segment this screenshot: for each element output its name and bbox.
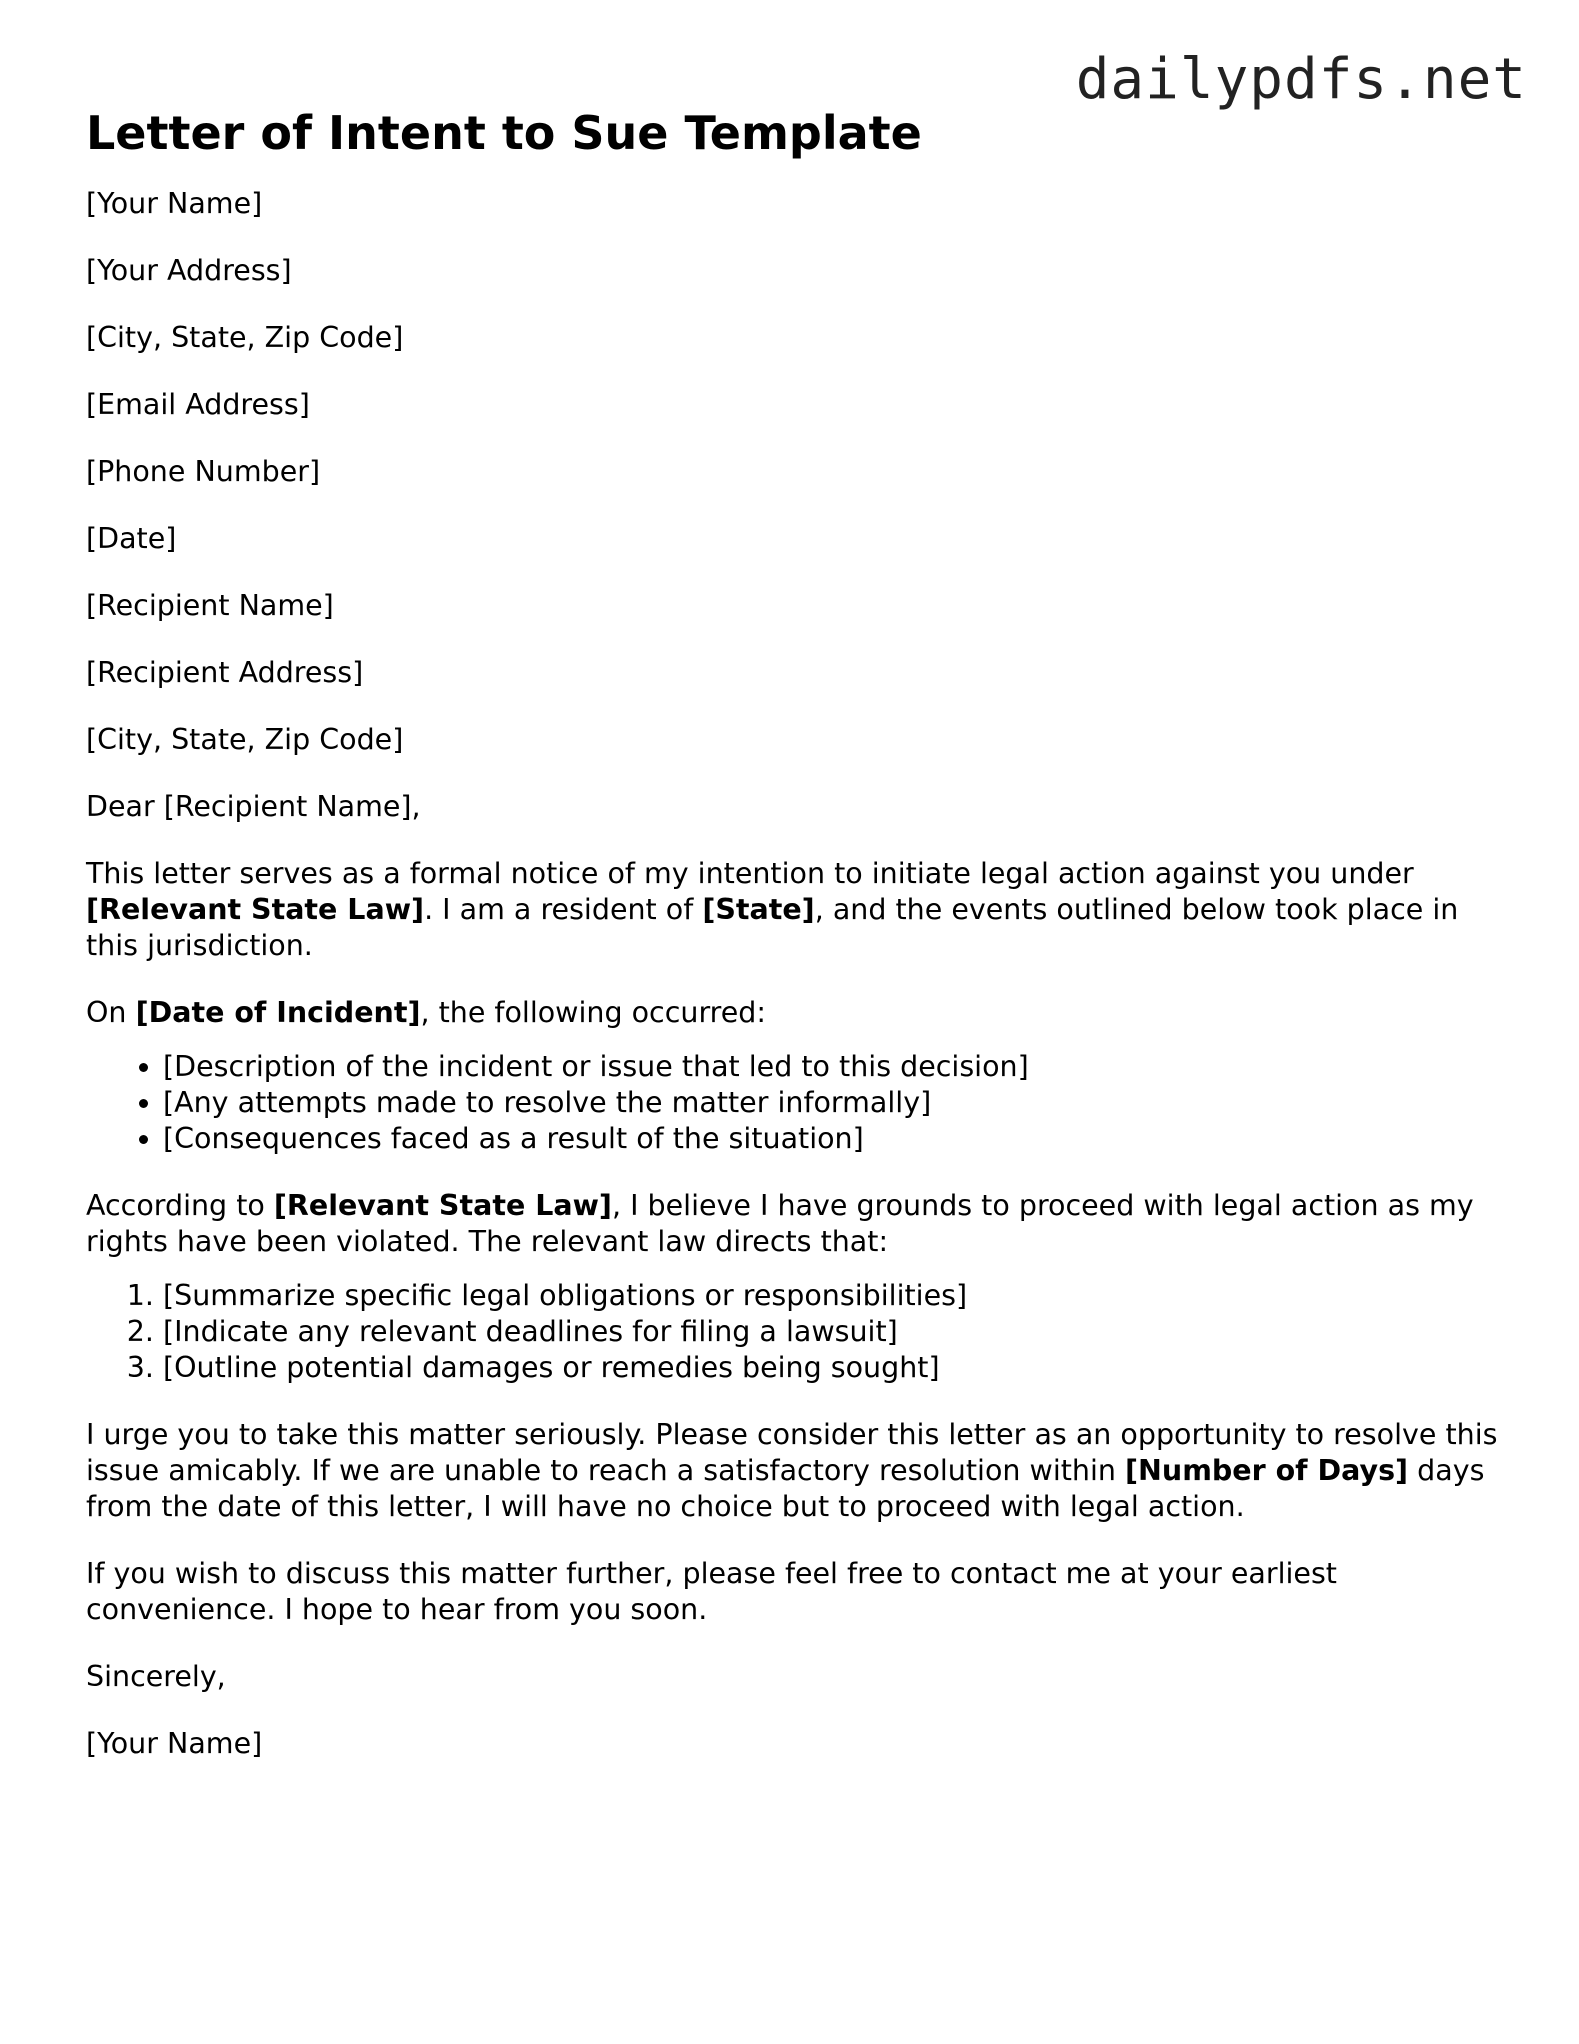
site-watermark: dailypdfs.net — [1075, 47, 1527, 112]
letter-document — [86, 105, 1506, 1793]
incident-date-placeholder: [Date of Incident] — [135, 996, 421, 1029]
incident-bullet-list — [86, 1049, 1506, 1157]
sender-address: [Your Address] — [86, 254, 292, 287]
sender-phone: [Phone Number] — [86, 455, 321, 488]
intro-state-placeholder: [State] — [702, 893, 815, 926]
incident-text-1: On — [86, 996, 136, 1029]
urge-text-2: days from the date of this letter, I will have no choice but to proceed with legal action. — [86, 1454, 1485, 1523]
letter-date: [Date] — [86, 522, 177, 555]
list-item: • [Consequences faced as a result of the situation] — [163, 1121, 1506, 1157]
contact-paragraph: If you wish to discuss this matter further, please feel free to contact me at your earliest convenience. I hope to hear from you soon. — [86, 1557, 1337, 1626]
recipient-name: [Recipient Name] — [86, 589, 334, 622]
incident-paragraph — [86, 995, 1506, 1031]
page-title: Letter of Intent to Sue Template — [86, 106, 922, 160]
intro-paragraph — [86, 856, 1506, 964]
salutation: Dear [Recipient Name], — [86, 790, 421, 823]
incident-text-2: , the following occurred: — [420, 996, 766, 1029]
grounds-paragraph — [86, 1188, 1506, 1260]
grounds-text-1: According to — [86, 1189, 274, 1222]
grounds-text-2: , I believe I have grounds to proceed with legal action as my rights have been violated. The relevant law directs that: — [86, 1189, 1474, 1258]
signature-name: [Your Name] — [86, 1727, 263, 1760]
intro-text-3: , and the events outlined below took place in this jurisdiction. — [86, 893, 1459, 962]
intro-text-2: . I am a resident of — [424, 893, 703, 926]
urge-paragraph — [86, 1417, 1506, 1525]
list-item: 1. [Summarize specific legal obligations or responsibilities] — [163, 1278, 1506, 1314]
sender-city-state-zip: [City, State, Zip Code] — [86, 321, 404, 354]
recipient-city-state-zip: [City, State, Zip Code] — [86, 723, 404, 756]
legal-numbered-list — [86, 1278, 1506, 1386]
urge-text-1: I urge you to take this matter seriously. Please consider this letter as an opportunity to resolve this issue amicably. If we are unable to reach a satisfactory resolution within — [86, 1418, 1498, 1487]
sender-name: [Your Name] — [86, 187, 263, 220]
list-item: • [Any attempts made to resolve the matter informally] — [163, 1085, 1506, 1121]
grounds-law-placeholder: [Relevant State Law] — [273, 1189, 612, 1222]
closing: Sincerely, — [86, 1660, 226, 1693]
intro-text-1: This letter serves as a formal notice of my intention to initiate legal action against you under — [86, 857, 1414, 890]
sender-email: [Email Address] — [86, 388, 310, 421]
list-item: 2. [Indicate any relevant deadlines for filing a lawsuit] — [163, 1314, 1506, 1350]
recipient-address: [Recipient Address] — [86, 656, 364, 689]
intro-law-placeholder: [Relevant State Law] — [86, 893, 425, 926]
list-item: • [Description of the incident or issue that led to this decision] — [163, 1049, 1506, 1085]
days-placeholder: [Number of Days] — [1125, 1454, 1409, 1487]
list-item: 3. [Outline potential damages or remedies being sought] — [163, 1350, 1506, 1386]
